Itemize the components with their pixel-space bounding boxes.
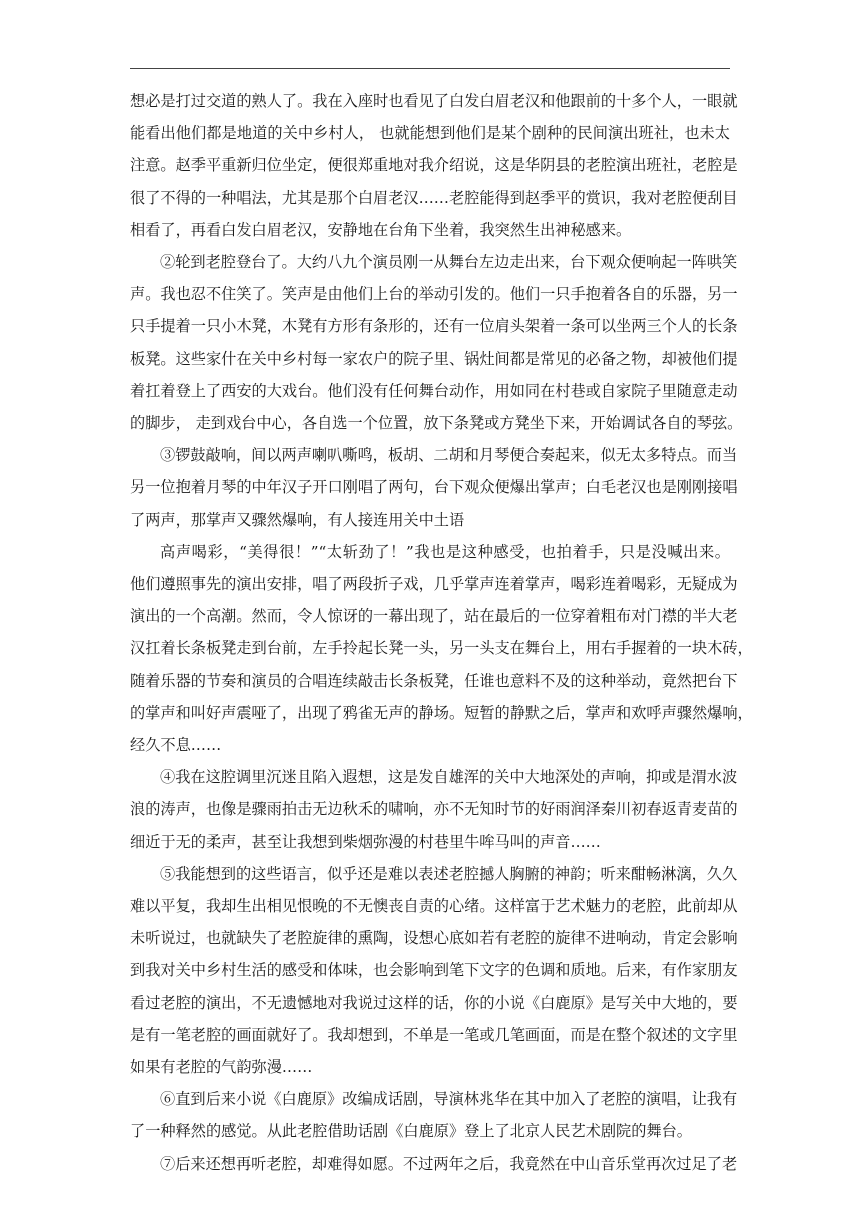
text-line: 演出的一个高潮。然而，令人惊讶的一幕出现了，站在最后的一位穿着粗布对门襟的半大老 [130,607,738,626]
text-line: ⑥直到后来小说《白鹿原》改编成话剧，导演林兆华在其中加入了老腔的演唱，让我有 [160,1090,738,1109]
text-line: 经久不息…… [130,736,222,754]
text-line: 相看了，再看白发白眉老汉，安静地在台角下坐着，我突然生出神秘感来。 [130,220,632,239]
text-line: 未听说过，也就缺失了老腔旋律的熏陶，设想心底如若有老腔的旋律不进响动，肯定会影响 [130,929,738,948]
text-line: 声。我也忍不住笑了。笑声是由他们上台的举动引发的。他们一只手抱着各自的乐器，另一 [130,285,738,304]
text-line: 看过老腔的演出，不无遗憾地对我说过这样的话，你的小说《白鹿原》是写关中大地的，要 [130,993,738,1012]
text-line: 板凳。这些家什在关中乡村每一家农户的院子里、锅灶间都是常见的必备之物，却被他们提 [130,349,738,368]
text-line: 细近于无的柔声，甚至让我想到柴烟弥漫的村巷里牛哞马叫的声音…… [130,832,601,851]
text-line: 的脚步， 走到戏台中心，各自选一个位置，放下条凳或方凳坐下来，开始调试各自的琴弦。 [130,414,743,432]
text-line: 了两声，那掌声又骤然爆响，有人接连用关中土语 [130,510,465,529]
text-line: 想必是打过交道的熟人了。我在入座时也看见了白发白眉老汉和他跟前的十多个人，一眼就 [130,92,738,110]
text-line: 难以平复，我却生出相见恨晚的不无懊丧自责的心绪。这样富于艺术魅力的老腔，此前却从 [130,897,738,915]
text-line: 了一种释然的感觉。从此老腔借助话剧《白鹿原》登上了北京人民艺术剧院的舞台。 [130,1122,692,1141]
text-line: ②轮到老腔登台了。大约八九个演员刚一从舞台左边走出来，台下观众便响起一阵哄笑 [160,253,738,271]
text-line: 他们遵照事先的演出安排，唱了两段折子戏，几乎掌声连着掌声，喝彩连着喝彩，无疑成为 [130,575,738,593]
text-line: 高声喝彩，“美得很！”“太斩劲了！”我也是这种感受，也拍着手，只是没喊出来。 [160,542,730,561]
text-line: ⑦后来还想再听老腔，却难得如愿。不过两年之后，我竟然在中山音乐堂再次过足了老 [160,1154,738,1173]
text-line: 只手提着一只小木凳，木凳有方形有条形的，还有一位肩头架着一条可以坐两三个人的长条 [130,317,738,336]
text-line: 能看出他们都是地道的关中乡村人， 也就能想到他们是某个剧种的民间演出班社，也未太 [130,124,730,143]
text-line: 随着乐器的节奏和演员的合唱连续敲击长条板凳，任谁也意料不及的这种举动，竟然把台下 [130,671,738,690]
header-rule [130,68,730,69]
text-line: 汉扛着长条板凳走到台前，左手拎起长凳一头，另一头支在舞台上，用右手握着的一块木砖， [130,639,753,658]
text-line: 如果有老腔的气韵弥漫…… [130,1058,313,1076]
text-line: 的掌声和叫好声震哑了，出现了鸦雀无声的静场。短暂的静默之后，掌声和欢呼声骤然爆响， [130,703,753,722]
text-line: 另一位抱着月琴的中年汉子开口刚唱了两句，台下观众便爆出掌声；白毛老汉也是刚刚接唱 [130,478,738,497]
text-line: ⑤我能想到的这些语言，似乎还是难以表述老腔撼人胸腑的神韵；听来酣畅淋漓，久久 [160,864,738,883]
text-line: 着扛着登上了西安的大戏台。他们没有任何舞台动作，用如同在村巷或自家院子里随意走动 [130,381,738,400]
text-line: ③锣鼓敲响，间以两声喇叭嘶鸣，板胡、二胡和月琴便合奏起来，似无太多特点。而当 [160,446,738,465]
text-line: 浪的涛声，也像是骤雨拍击无边秋禾的啸响，亦不无知时节的好雨润泽秦川初春返青麦苗的 [130,800,738,819]
text-line: 到我对关中乡村生活的感受和体味，也会影响到笔下文字的色调和质地。后来，有作家朋友 [130,961,738,980]
text-line: 很了不得的一种唱法，尤其是那个白眉老汉……老腔能得到赵季平的赏识，我对老腔便刮目 [130,188,738,207]
text-line: ④我在这腔调里沉迷且陷入遐想，这是发自雄浑的关中大地深处的声响，抑或是渭水波 [160,768,738,787]
text-line: 是有一笔老腔的画面就好了。我却想到，不单是一笔或几笔画面，而是在整个叙述的文字里 [130,1025,738,1044]
text-line: 注意。赵季平重新归位坐定，便很郑重地对我介绍说，这是华阴县的老腔演出班社，老腔是 [130,156,738,175]
